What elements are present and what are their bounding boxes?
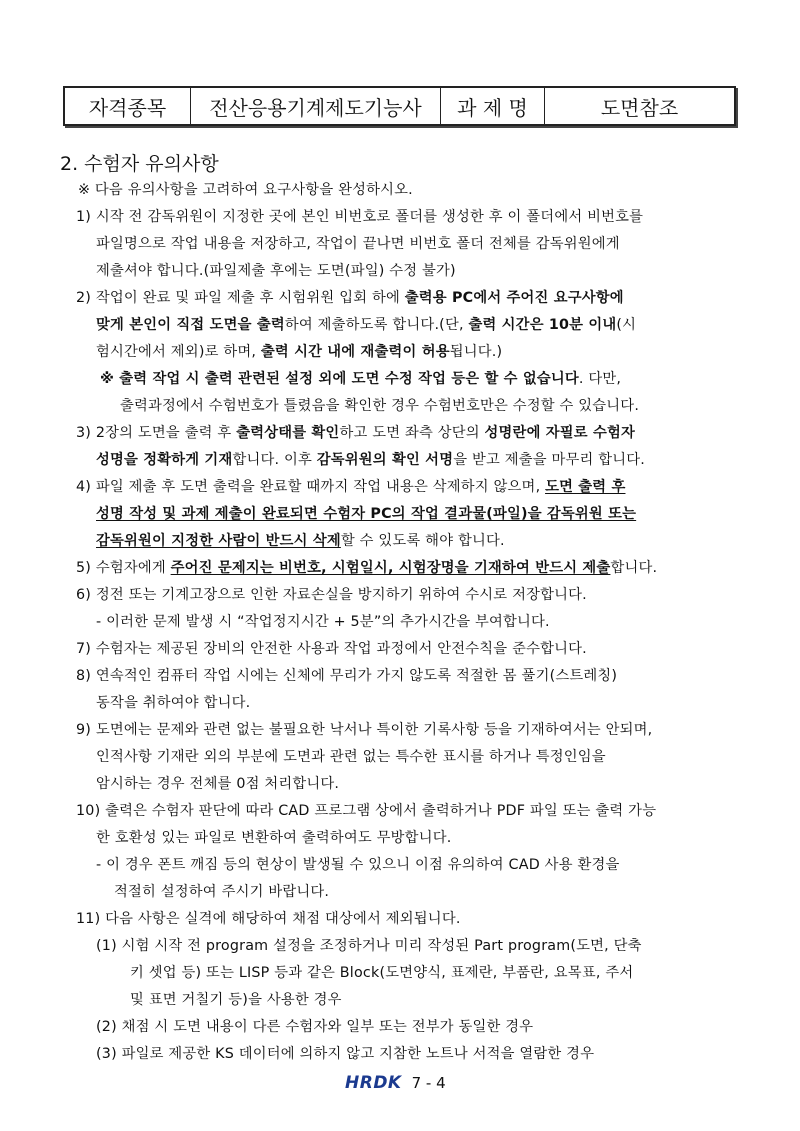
item-2-emphasis: 출력 시간은 10분 이내	[468, 317, 617, 333]
item-3-emphasis: 성명란에 자필로 수험자	[484, 425, 635, 441]
item-4-line-1	[76, 478, 625, 496]
item-11-sub-1-line-3: 및 표면 거칠기 등)을 사용한 경우	[130, 992, 342, 1008]
item-2-text: 하여 제출하도록 합니다.(단,	[284, 317, 469, 333]
section-title: 2. 수험자 유의사항	[60, 153, 219, 175]
item-11-line-1: 11) 다음 사항은 실격에 해당하여 채점 대상에서 제외됩니다.	[76, 911, 461, 927]
item-3-text: 합니다. 이후	[232, 452, 317, 468]
item-2-emphasis: 출력용 PC에서 주어진 요구사항에	[404, 290, 624, 306]
item-2-text: 됩니다.)	[449, 344, 503, 360]
item-4-line-3	[96, 532, 505, 550]
task-name-label: 과 제 명	[441, 88, 545, 124]
item-9-line-3: 암시하는 경우 전체를 0점 처리합니다.	[96, 776, 340, 792]
item-11-sub-3: (3) 파일로 제공한 KS 데이터에 의하지 않고 지참한 노트나 서적을 열람한 경우	[96, 1046, 595, 1062]
item-5-text: 5) 수험자에게	[76, 560, 171, 576]
item-3-emphasis: 성명을 정확하게 기재	[96, 452, 233, 468]
item-10-line-4: 적절히 설정하여 주시기 바랍니다.	[114, 884, 330, 900]
item-2-note-line-1	[100, 370, 621, 388]
item-2-text: 험시간에서 제외)로 하며,	[96, 344, 261, 360]
item-4-underlined: 도면 출력 후	[545, 479, 626, 495]
item-8-line-2: 동작을 취하여야 합니다.	[96, 695, 251, 711]
hrdk-logo: HRDK	[345, 1073, 402, 1093]
item-3-text: 하고 도면 좌측 상단의	[339, 425, 485, 441]
item-9-line-2: 인적사항 기재란 외의 부분에 도면과 관련 없는 특수한 표시를 하거나 특정인임을	[96, 749, 606, 765]
item-4-text: 할 수 있도록 해야 합니다.	[340, 533, 505, 549]
item-3-emphasis: 출력상태를 확인	[236, 425, 340, 441]
task-name-value: 도면참조	[600, 95, 679, 120]
item-10-line-1: 10) 출력은 수험자 판단에 따라 CAD 프로그램 상에서 출력하거나 PDF 파일 또는 출력 가능	[76, 803, 657, 819]
item-5-underlined: 주어진 문제지는 비번호, 시험일시, 시험장명을 기재하여 반드시 제출	[170, 560, 611, 576]
item-3-text: 3) 2장의 도면을 출력 후	[76, 425, 237, 441]
item-8-line-1: 8) 연속적인 컴퓨터 작업 시에는 신체에 무리가 가지 않도록 적절한 몸 풀기(스트레칭)	[76, 668, 618, 684]
item-3-line-1	[76, 424, 635, 442]
item-3-line-2	[96, 451, 645, 469]
item-2-line-3	[96, 343, 502, 361]
item-2-line-2	[96, 316, 636, 334]
item-11-sub-1-line-1: (1) 시험 시작 전 program 설정을 조정하거나 미리 작성된 Part program(도면, 단축	[96, 938, 642, 954]
page-footer	[345, 1073, 446, 1093]
item-3-emphasis: 감독위원의 확인 서명	[316, 452, 454, 468]
item-4-line-2: 성명 작성 및 과제 제출이 완료되면 수험자 PC의 작업 결과물(파일)을 감독위원 또는	[96, 506, 637, 522]
item-2-note-text: . 다만,	[578, 371, 622, 387]
item-2-note-emphasis: ※ 출력 작업 시 출력 관련된 설정 외에 도면 수정 작업 등은 할 수 없습니다	[100, 371, 579, 387]
item-6-line-1: 6) 정전 또는 기계고장으로 인한 자료손실을 방지하기 위하여 수시로 저장합니다.	[76, 587, 587, 603]
item-1-line-2: 파일명으로 작업 내용을 저장하고, 작업이 끝나면 비번호 폴더 전체를 감독위원에게	[96, 236, 620, 252]
item-2-note-line-2: 출력과정에서 수험번호가 틀렸음을 확인한 경우 수험번호만은 수정할 수 있습니다.	[120, 398, 640, 414]
item-5-text: 합니다.	[610, 560, 658, 576]
item-7-line-1: 7) 수험자는 제공된 장비의 안전한 사용과 작업 과정에서 안전수칙을 준수합니다.	[76, 641, 587, 657]
item-6-line-2: - 이러한 문제 발생 시 “작업정지시간 + 5분”의 추가시간을 부여합니다.	[96, 614, 550, 630]
item-4-underlined: 감독위원이 지정한 사람이 반드시 삭제	[96, 533, 341, 549]
item-9-line-1: 9) 도면에는 문제와 관련 없는 불필요한 낙서나 특이한 기록사항 등을 기재하여서는 안되며,	[76, 722, 653, 738]
item-1-line-3: 제출셔야 합니다.(파일제출 후에는 도면(파일) 수정 불가)	[96, 263, 456, 279]
item-2-text: 2) 작업이 완료 및 파일 제출 후 시험위원 입회 하에	[76, 290, 405, 306]
item-2-line-1	[76, 289, 624, 307]
item-4-text: 4) 파일 제출 후 도면 출력을 완료할 때까지 작업 내용은 삭제하지 않으며,	[76, 479, 546, 495]
item-1-line-1: 1) 시작 전 감독위원이 지정한 곳에 본인 비번호로 폴더를 생성한 후 이 폴더에서 비번호를	[76, 209, 644, 225]
item-11-sub-1-line-2: 키 셋업 등) 또는 LISP 등과 같은 Block(도면양식, 표제란, 부품란, 요목표, 주서	[130, 965, 634, 981]
page-number: 7 - 4	[411, 1074, 446, 1092]
notice-line: ※ 다음 유의사항을 고려하여 요구사항을 완성하시오.	[78, 182, 413, 198]
item-3-text: 을 받고 제출을 마무리 합니다.	[453, 452, 646, 468]
header-table	[63, 86, 736, 126]
qualification-label: 자격종목	[65, 88, 191, 124]
item-10-line-2: 한 호환성 있는 파일로 변환하여 출력하여도 무방합니다.	[96, 830, 452, 846]
item-11-sub-2: (2) 채점 시 도면 내용이 다른 수험자와 일부 또는 전부가 동일한 경우	[96, 1019, 534, 1035]
item-2-emphasis: 맞게 본인이 직접 도면을 출력	[96, 317, 285, 333]
item-10-line-3: - 이 경우 폰트 깨짐 등의 현상이 발생될 수 있으니 이점 유의하여 CAD 사용 환경을	[96, 857, 620, 873]
item-5-line-1	[76, 559, 657, 577]
item-2-text: (시	[616, 317, 637, 333]
item-2-emphasis: 출력 시간 내에 재출력이 허용	[260, 344, 450, 360]
qualification-value: 전산응용기계제도기능사	[191, 88, 441, 124]
